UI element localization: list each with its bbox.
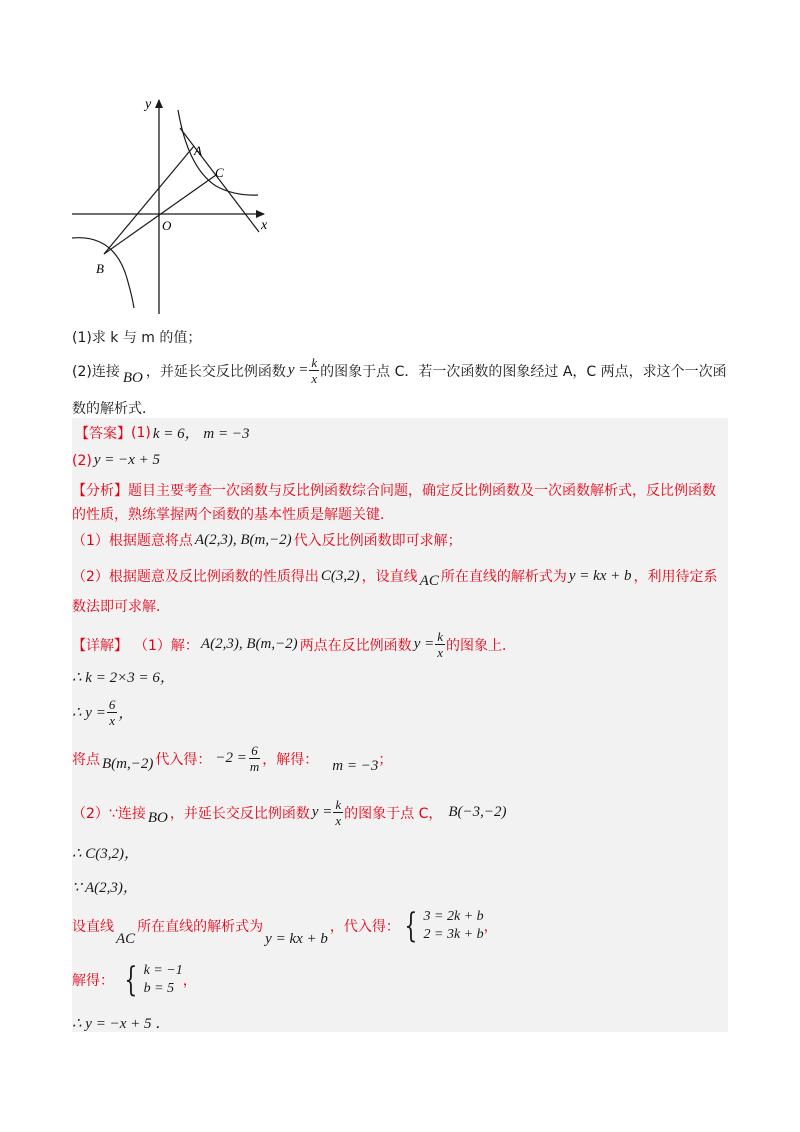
detail-sub-line bbox=[72, 744, 392, 773]
detail-set-ac: AC bbox=[116, 931, 136, 947]
analysis-s2-mid: ，设直线 bbox=[361, 569, 418, 585]
detail-sys1-row1: 3 = 2k + b bbox=[423, 909, 484, 924]
detail-p2-fraction bbox=[333, 798, 343, 827]
question-part-1: (1)求 k 与 m 的值； bbox=[72, 330, 202, 346]
detail-y-line bbox=[72, 698, 133, 727]
line-ac bbox=[180, 128, 259, 232]
detail-solve-line bbox=[72, 959, 197, 1000]
analysis-s1-suffix: 代入反比例函数即可求解； bbox=[293, 533, 462, 549]
detail-d1-den: x bbox=[437, 645, 443, 660]
label-y: y bbox=[145, 97, 152, 112]
detail-set-mid: 所在直线的解析式为 bbox=[137, 918, 264, 935]
detail-sub-den: m bbox=[249, 759, 260, 774]
detail-d1-num: k bbox=[437, 629, 443, 644]
q2-fraction-num: k bbox=[311, 355, 318, 370]
q2-prefix: (2)连接 bbox=[72, 363, 120, 380]
detail-y-num: 6 bbox=[108, 697, 116, 712]
question-part-2-line2: 数的解析式． bbox=[72, 401, 156, 417]
detail-sub-solve: ，解得： bbox=[262, 751, 319, 768]
label-origin: O bbox=[162, 218, 172, 233]
answer-tag: 【答案】 bbox=[75, 425, 131, 442]
detail-sub-b: B(m,−2) bbox=[102, 756, 154, 772]
detail-y-prefix: ∴ y = bbox=[72, 705, 106, 721]
analysis-line-1 bbox=[72, 480, 716, 500]
detail-p2-suffix: 的图象于点 C， bbox=[344, 805, 443, 822]
q2-fraction-den: x bbox=[311, 371, 318, 386]
analysis-line-2: 的性质，熟练掌握两个函数的基本性质是解题关键． bbox=[72, 507, 394, 523]
detail-tag: 【详解】 bbox=[72, 637, 128, 654]
detail-d1-prefix: （1）解： bbox=[134, 637, 199, 654]
label-b: B bbox=[96, 261, 104, 276]
answer-2-math: y = −x + 5 bbox=[93, 452, 161, 468]
detail-a-line: ∵ A(2,3)， bbox=[72, 880, 138, 896]
hyperbola-branch-upper bbox=[178, 110, 258, 195]
q2-after: 的图象于点 C．若一次函数的图象经过 A，C 两点，求这个一次函 bbox=[320, 363, 727, 380]
label-x: x bbox=[261, 218, 268, 233]
detail-sub-fraction bbox=[248, 744, 261, 773]
analysis-tag: 【分析】 bbox=[72, 483, 128, 499]
label-c: C bbox=[215, 165, 224, 180]
detail-d1-fraction bbox=[435, 630, 445, 659]
detail-p2-prefix: （2）∵连接 bbox=[72, 805, 146, 822]
detail-solve-prefix: 解得： bbox=[72, 972, 114, 989]
analysis-s2-ac: AC bbox=[419, 572, 439, 589]
analysis-step-2-line2: 数法即可求解． bbox=[72, 599, 170, 615]
analysis-step-1 bbox=[72, 530, 462, 550]
detail-p2-den: x bbox=[335, 813, 342, 828]
analysis-s2-mid2: 所在直线的解析式为 bbox=[440, 569, 567, 585]
detail-set-eq: y = kx + b bbox=[265, 931, 328, 947]
detail-system-2: { k = −1 b = 5 bbox=[124, 959, 183, 1000]
answer-2-prefix: (2) bbox=[72, 452, 92, 469]
detail-k-line: ∴ k = 2×3 = 6， bbox=[72, 670, 175, 686]
analysis-s1-math: A(2,3), B(m,−2) bbox=[194, 531, 292, 548]
analysis-step-2 bbox=[72, 566, 718, 589]
label-a: A bbox=[194, 143, 202, 158]
question-part-2 bbox=[72, 356, 727, 385]
detail-y-fraction bbox=[107, 698, 118, 727]
detail-final: ∴ y = −x + 5 ． bbox=[72, 1016, 171, 1032]
detail-p2-y: y = bbox=[311, 804, 333, 820]
detail-sys2-row1: k = −1 bbox=[143, 963, 183, 978]
detail-system-1: { 3 = 2k + b 2 = 3k + b bbox=[404, 905, 484, 946]
detail-d1-suffix: 的图象上． bbox=[446, 637, 516, 654]
q2-y: y = bbox=[287, 362, 309, 378]
detail-sub-num: 6 bbox=[251, 743, 258, 758]
coordinate-figure bbox=[66, 92, 286, 322]
analysis-s2-prefix: （2）根据题意及反比例函数的性质得出 bbox=[72, 569, 319, 585]
detail-sys2-end: ， bbox=[182, 972, 197, 989]
detail-y-suffix: ， bbox=[118, 706, 134, 722]
detail-p2-num: k bbox=[335, 797, 342, 812]
detail-sub-end: ； bbox=[378, 751, 393, 768]
q2-bo: BO bbox=[122, 370, 143, 386]
detail-p2-b: B(−3,−2) bbox=[448, 804, 507, 820]
detail-sys1-row2: 2 = 3k + b bbox=[423, 926, 484, 942]
q2-mid: ，并延长交反比例函数 bbox=[145, 363, 286, 380]
detail-set-sub: ，代入得： bbox=[329, 918, 400, 935]
detail-p2-mid: ，并延长交反比例函数 bbox=[169, 805, 310, 822]
detail-p2-bo: BO bbox=[147, 810, 168, 826]
detail-sys1-end: ， bbox=[483, 918, 498, 935]
detail-set-line bbox=[72, 905, 498, 947]
detail-sub-mid: 代入得： bbox=[155, 751, 212, 768]
answer-line-1 bbox=[75, 422, 249, 443]
q2-fraction bbox=[309, 356, 319, 385]
detail-d1-mid: 两点在反比例函数 bbox=[299, 637, 412, 654]
detail-d1-y: y = bbox=[413, 636, 435, 652]
answer-1-math: k = 6， m = −3 bbox=[152, 426, 250, 442]
detail-d1-math: A(2,3), B(m,−2) bbox=[200, 636, 298, 652]
analysis-s2-c: C(3,2) bbox=[320, 567, 360, 584]
detail-part-2 bbox=[72, 798, 507, 827]
detail-sub-prefix: 将点 bbox=[72, 751, 100, 768]
analysis-s2-eq: y = kx + b bbox=[568, 567, 632, 584]
detail-c-line: ∴ C(3,2)， bbox=[72, 846, 140, 862]
detail-y-den: x bbox=[109, 713, 115, 728]
analysis-text-1: 题目主要考查一次函数与反比例函数综合问题，确定反比例函数及一次函数解析式，反比例函数 bbox=[128, 483, 716, 499]
detail-set-prefix: 设直线 bbox=[72, 918, 114, 935]
detail-line-1 bbox=[72, 630, 516, 659]
analysis-s2-suffix: ，利用待定系 bbox=[633, 569, 718, 585]
detail-sub-eq: −2 = bbox=[215, 750, 247, 766]
detail-sub-m: m = −3 bbox=[332, 758, 379, 774]
answer-1-prefix: (1) bbox=[131, 424, 151, 441]
answer-line-2 bbox=[72, 452, 160, 469]
analysis-s1-prefix: （1）根据题意将点 bbox=[72, 533, 193, 549]
detail-sys2-row2: b = 5 bbox=[143, 980, 175, 996]
